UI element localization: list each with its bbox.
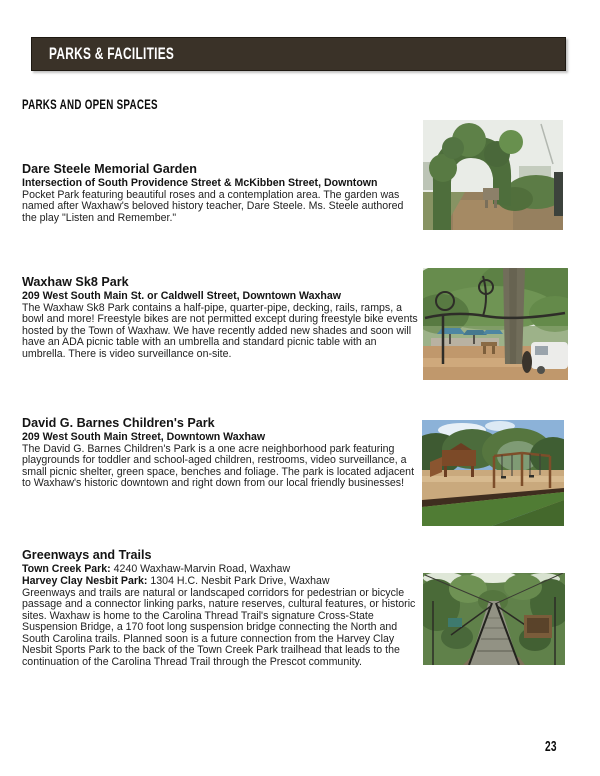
park-title: Waxhaw Sk8 Park [22, 275, 129, 289]
location-label: Harvey Clay Nesbit Park: [22, 574, 148, 587]
park-address: 209 West South Main St. or Caldwell Street, Downtown Waxhaw [22, 289, 342, 302]
location-line [22, 563, 418, 575]
section-dare-steele [22, 163, 418, 224]
section-greenways [22, 549, 418, 669]
sk8-park-photo [423, 268, 568, 380]
section-heading: PARKS AND OPEN SPACES [22, 96, 158, 112]
section-barnes-park [22, 417, 418, 490]
park-address: Intersection of South Providence Street & McKibben Street, Downtown [22, 176, 378, 189]
location-value: 1304 H.C. Nesbit Park Drive, Waxhaw [150, 574, 330, 587]
header-bar [31, 37, 566, 71]
park-address: 209 West South Main Street, Downtown Waxhaw [22, 430, 266, 443]
location-label: Town Creek Park: [22, 562, 111, 575]
suspension-bridge-photo [423, 573, 565, 665]
location-line [22, 575, 418, 587]
section-sk8-park [22, 276, 418, 360]
park-title: Greenways and Trails [22, 548, 152, 562]
childrens-park-photo [422, 420, 564, 526]
park-title: David G. Barnes Children's Park [22, 416, 215, 430]
park-description: The David G. Barnes Children's Park is a one acre neighborhood park featuring playgrounds for toddler and school-aged children, restrooms, video surveillance, a small picnic shelter, green space, benches and foliage. The park is located adjacent to Waxhaw's historic downtown and right down from our local friendly businesses! [22, 442, 415, 490]
location-value: 4240 Waxhaw-Marvin Road, Waxhaw [113, 562, 291, 575]
page-title: PARKS & FACILITIES [49, 44, 175, 63]
park-description: Pocket Park featuring beautiful roses and a contemplation area. The garden was named after Waxhaw's beloved history teacher, Dare Steele. Ms. Steele authored the play "Listen and Remember." [22, 188, 404, 224]
park-description: The Waxhaw Sk8 Park contains a half-pipe, quarter-pipe, decking, rails, ramps, a bowl and more! Freestyle bikes are not permitted except during freestyle bike events hosted by the Town of Waxhaw. We have recently added new shades and soon will have an ADA picnic table with an umbrella and standard picnic table with an umbrella. There is video surveillance on-site. [22, 301, 418, 360]
page-number: 23 [545, 739, 557, 755]
garden-photo [423, 120, 563, 230]
park-title: Dare Steele Memorial Garden [22, 162, 197, 176]
park-description: Greenways and trails are natural or landscaped corridors for pedestrian or bicycle passage and a connector linking parks, nature reserves, cultural features, or historic sites. Waxhaw is home to the Carolina Thread Trail's signature Cross-State Suspension Bridge, a 170 foot long suspension bridge connecting the North and South Carolina trails. Planned soon is a future connection from the Harvey Clay Nesbit Sports Park to the back of the Town Creek Park trailhead that leads to the continuation of the Carolina Thread Trail through the Prescot community. [22, 586, 416, 669]
